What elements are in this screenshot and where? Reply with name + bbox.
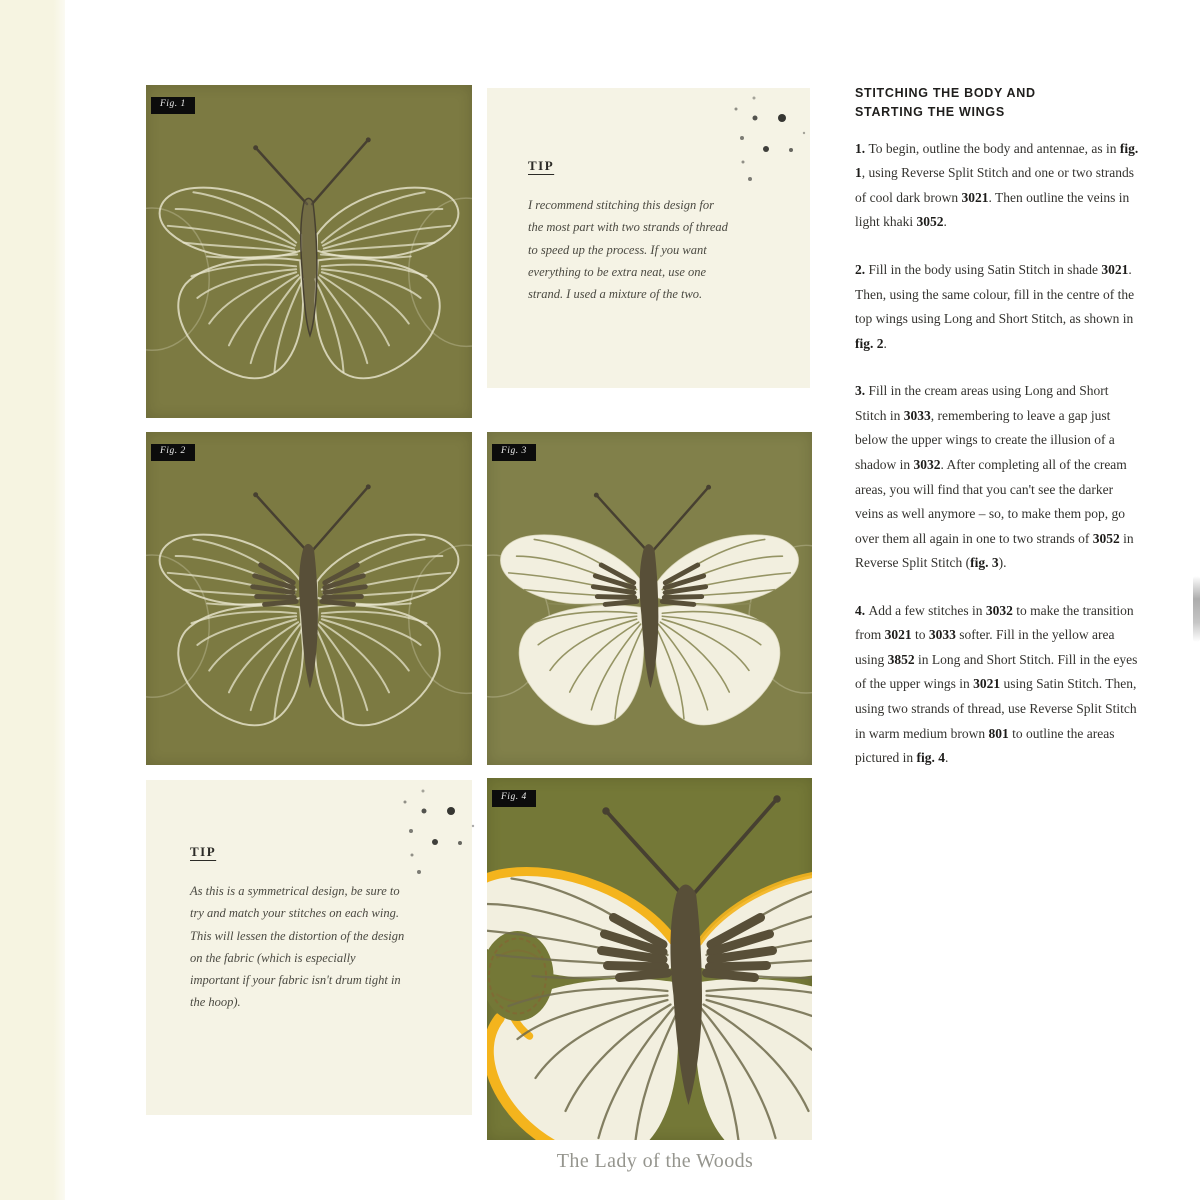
- instruction-step: 3. Fill in the cream areas using Long and Short Stitch in 3033, remembering to leave a gap just below the upper wings to create the illusion of a shadow in 3032. After completing all of the cream areas, you will find that you can't see the darker veins as well anymore – so, to make them pop, go over them all again in one to two strands of 3052 in Reverse Split Stitch (fig. 3).: [855, 383, 1134, 571]
- figure-label: Fig. 4: [492, 790, 536, 807]
- figure-label: Fig. 2: [151, 444, 195, 461]
- butterfly-body: [253, 137, 371, 335]
- instruction-step: 1. To begin, outline the body and antennae, as in fig. 1, using Reverse Split Stitch and one or two strands of cool dark brown 3021. Then outline the veins in light khaki 3052.: [855, 140, 1139, 230]
- page-margin-strip: [0, 0, 65, 1200]
- page-caption: The Lady of the Woods: [556, 1150, 754, 1172]
- instruction-step: 4. Add a few stitches in 3032 to make the transition from 3021 to 3033 softer. Fill in the yellow area using 3852 in Long and Short Stitch. Fill in the eyes of the upper wings in 3021 using Satin Stitch. Then, using two strands of thread, use Reverse Split Stitch in warm medium brown 801 to outline the areas pictured in fig. 4.: [855, 602, 1138, 766]
- figure-label: Fig. 1: [151, 97, 195, 114]
- figure-4-photo: [487, 778, 812, 1140]
- tip-text: I recommend stitching this design for the most part with two strands of thread to speed up the process. If you want everything to be extra neat, use one strand. I used a mixture of the two.: [528, 198, 728, 301]
- section-heading-line2: STARTING THE WINGS: [855, 105, 1005, 120]
- figure-3-photo: [487, 432, 812, 765]
- section-heading-line1: STITCHING THE BODY AND: [855, 86, 1036, 100]
- figure-label: Fig. 3: [492, 444, 536, 461]
- page-edge-mark: [1193, 576, 1200, 642]
- tip-text: As this is a symmetrical design, be sure to try and match your stitches on each wing. This will lessen the distortion of the design on the fabric (which is especially important if your fabric isn't drum tight in the hoop).: [190, 884, 405, 1010]
- butterfly-yellow-edge-illustration: [487, 778, 812, 1140]
- butterfly-body-stitched-illustration: [146, 432, 472, 765]
- tip-title: TIP: [190, 844, 217, 859]
- decorative-stitch-dots: [382, 785, 482, 895]
- section-heading: [855, 84, 1139, 123]
- figure-2-photo: [146, 432, 472, 765]
- butterfly-outline-illustration: [146, 85, 472, 418]
- tip-title: TIP: [528, 158, 555, 173]
- decorative-stitch-dots: [713, 92, 813, 202]
- figure-1-photo: [146, 85, 472, 418]
- butterfly-wings-filled-illustration: [487, 432, 812, 765]
- instructions-column: [855, 84, 1139, 794]
- instruction-step: 2. Fill in the body using Satin Stitch in shade 3021. Then, using the same colour, fill in the centre of the top wings using Long and Short Stitch, as shown in fig. 2.: [855, 262, 1135, 351]
- instruction-steps: [855, 137, 1139, 771]
